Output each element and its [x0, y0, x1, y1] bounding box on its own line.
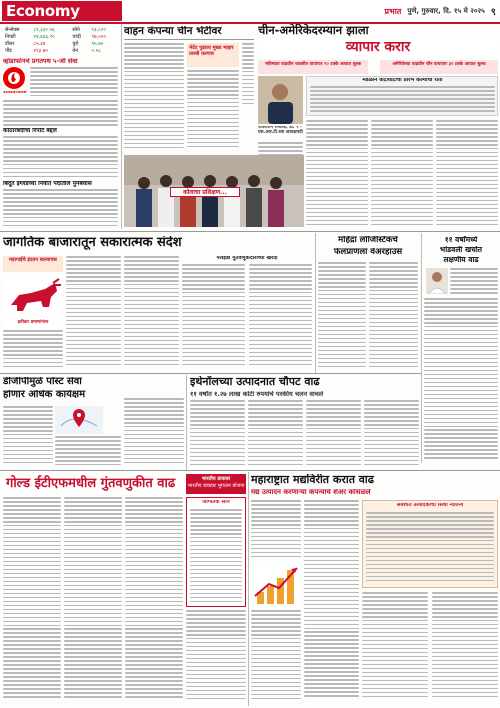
- global-market-body-1: [3, 330, 63, 370]
- trade-deal-boxed-body: [310, 86, 495, 114]
- china-visit-body-3: [242, 43, 254, 153]
- market-name: निफ्टी: [5, 33, 16, 40]
- liquor-tax-body-1: [251, 500, 301, 560]
- global-market-body-3: [124, 256, 179, 371]
- post-body-2: [55, 436, 121, 468]
- gold-etf-body-3: [125, 497, 183, 702]
- gold-etf-body-4: [186, 610, 246, 702]
- trade-deal-body-4: [436, 120, 498, 230]
- brand-name: प्रभात: [384, 6, 402, 16]
- vodafone-body-4: [3, 189, 118, 229]
- trade-deal-headline-bottom: व्यापार करार: [258, 38, 498, 57]
- capex-headline: ११ वर्षांमध्ये: [444, 236, 478, 244]
- global-market-sub: महागाईचे इंदवन बाल्याचार: [3, 256, 63, 272]
- photo-caption-banner: कोलाचा प्रशिक्षण...: [170, 187, 240, 197]
- gold-price-box-head: जागतिक सोने: [202, 500, 230, 505]
- liquor-tax-body-2: [251, 610, 301, 702]
- table-row: [3, 47, 118, 54]
- global-market-body-5: [249, 264, 312, 371]
- table-row: [3, 40, 118, 47]
- market-value: ९५.७०: [91, 40, 104, 47]
- liquor-tax-box-head: संबंधित उत्पादकांची सिंधी नीतिनी: [396, 503, 464, 508]
- liquor-tax-body-3: [304, 500, 359, 702]
- market-name: सोने: [72, 26, 80, 33]
- liquor-tax-body-4: [362, 592, 428, 702]
- gold-etf-body-2: [64, 497, 122, 702]
- global-market-body-2: [66, 256, 121, 371]
- mahindra-headline: महिंद्रा लॉजिस्टिकचे: [338, 236, 398, 245]
- liquor-tax-box-body: [366, 512, 494, 586]
- post-body-3: [124, 398, 184, 468]
- trade-deal-body-3: [371, 120, 433, 230]
- person-caption: फीलीपीन रोनाल्ड, डी. ९ - एस.आर.टी.च्या अध्यक्षपदी: [258, 126, 303, 135]
- market-name: डॉलर: [5, 40, 15, 47]
- market-name: चांदी: [72, 33, 81, 40]
- market-value: ११३.७०: [33, 47, 48, 54]
- market-name: पौंड: [5, 47, 12, 54]
- market-name: येन: [72, 47, 79, 54]
- ethanol-body-1: [190, 400, 245, 468]
- postal-ad-sub: भारतीय डाकघर भुगतान योजना: [187, 483, 245, 489]
- liquor-tax-headline: महाराष्ट्रात मद्यविरीत करात वाढ: [251, 474, 374, 486]
- global-market-sub2: हतीकर प्रमाणांनंतर: [3, 318, 63, 328]
- trade-deal-headline-top: चीन-अमेरिकेदरम्यान झाला: [258, 24, 369, 37]
- trade-deal-boxed-head: मंडळाने वाटाघाटीचा प्रारंभ केल्याची रीती: [362, 78, 443, 83]
- china-visit-body: [124, 43, 184, 153]
- liquor-tax-body-5: [432, 592, 498, 702]
- person-photo: [258, 76, 303, 124]
- china-visit-quote: भेटेट पुढाला मुख्य माहार तारबी करणार: [187, 43, 239, 67]
- vodafone-logo-text: vodafone: [3, 91, 27, 95]
- mahindra-body-2: [369, 262, 418, 372]
- page-info: [385, 4, 496, 18]
- global-market-headline: जागतिक बाजारातून सकारात्मक संदेश: [3, 236, 182, 250]
- vodafone-sub: कोठारबंदीचा रिपोर्ट बद्दल: [3, 128, 57, 134]
- mahindra-body-1: [318, 262, 366, 372]
- person-photo: [426, 268, 448, 294]
- ethanol-body-4: [364, 400, 419, 468]
- market-value: ८५.३४: [33, 40, 46, 47]
- vodafone-body: [30, 67, 118, 99]
- china-visit-body-2: [187, 70, 239, 152]
- market-name: सेन्सेक्स: [5, 26, 20, 33]
- bull-icon: [5, 275, 63, 317]
- market-value: ९३,८००: [91, 26, 107, 33]
- china-visit-headline: वाहन कंपन्या चीन भेटीवर: [124, 26, 222, 37]
- market-value: २४,६६६.९०: [33, 33, 55, 40]
- trade-deal-body-2: [306, 120, 368, 230]
- liquor-tax-sub: मद्य उत्पादन करणाऱ्या कंपन्यांचे शेअर कोसळले: [251, 489, 371, 496]
- section-title: Economy: [2, 1, 122, 21]
- market-name: युरो: [72, 40, 79, 47]
- market-value: ८१,३३०.५६: [33, 26, 55, 33]
- ethanol-body-2: [248, 400, 303, 468]
- bar-graph-icon: [251, 562, 301, 608]
- page-number: ९: [490, 7, 496, 18]
- vodafone-sub2: बिंदूत इंग्लंडच्या निर्वात पदीतील पुनर्बवास: [3, 181, 92, 187]
- capex-headline-3: लक्षणीय वाढ: [443, 256, 479, 264]
- gold-price-box-body: [190, 509, 242, 604]
- global-market-sub3: पराईडी गुंतवणुकदारांच्या खरेदी: [216, 256, 278, 261]
- gold-etf-body-1: [3, 497, 61, 702]
- post-headline: डीजीपीमुळे पोस्ट सेवा: [3, 377, 82, 387]
- market-value: ९७,०००: [91, 33, 107, 40]
- capex-body-2: [424, 298, 498, 462]
- date-line: पुणे, गुरुवार, दि. १५ मे २०२५: [407, 6, 485, 15]
- vodafone-body-2: [3, 100, 118, 128]
- mahindra-headline-2: फेलप्राणला वेअरहाउस: [333, 248, 403, 257]
- table-row: [3, 26, 118, 33]
- map-pin-icon: [55, 406, 103, 434]
- market-value: ०.५८: [91, 47, 101, 54]
- postal-ad-title: भारतीय डाकघर: [201, 476, 231, 482]
- post-body-1: [3, 406, 53, 468]
- gold-etf-headline: गोल्ड ईटीएफमधील गुंतवणुकीत वाढ: [2, 474, 246, 494]
- global-market-body-4: [182, 264, 245, 371]
- market-table: [3, 26, 118, 54]
- table-row: [3, 33, 118, 40]
- postal-ad-banner: [186, 474, 246, 494]
- post-headline-2: होणार अधिक कार्यक्षम: [3, 390, 86, 400]
- trade-deal-sub-left: भविष्यात वाढवीन व्यक्तीत वायापार ९० टक्के आयात शुल्क: [258, 60, 368, 74]
- vodafone-headline: व्होडाफोनचे प्रगतपथ ५-जी सेवा: [3, 58, 78, 65]
- vodafone-body-3: [3, 136, 118, 180]
- capex-headline-2: भांडवली खर्चात: [439, 246, 483, 254]
- ethanol-sub: ११ वर्षांत १.२७ लाख कोटी रुपयांचे परकीय चलन वाचले: [190, 391, 324, 398]
- vodafone-logo-icon: [3, 67, 25, 89]
- capex-body-1: [450, 268, 498, 296]
- ethanol-headline: इथेनॉलच्या उत्पादनात चौपट वाढ: [190, 376, 320, 388]
- ethanol-body-3: [306, 400, 361, 468]
- trade-deal-sub-right: अमेरिकेच्या वाढवीन चीन वायापार ३० टक्के आयात शुल्क: [380, 60, 498, 74]
